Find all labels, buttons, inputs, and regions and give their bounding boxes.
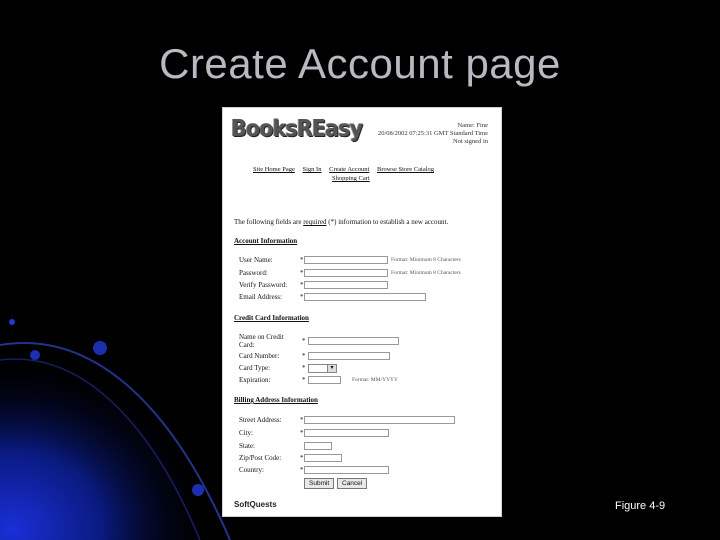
label-username: User Name: xyxy=(239,256,273,264)
label-cc-type: Card Type: xyxy=(239,364,271,372)
password-input[interactable] xyxy=(304,269,388,277)
label-cc-number: Card Number: xyxy=(239,352,280,360)
nav-sign-in[interactable]: Sign In xyxy=(302,166,322,173)
email-input[interactable] xyxy=(304,293,426,301)
cc-number-input[interactable] xyxy=(308,352,390,360)
section-billing: Billing Address Information xyxy=(234,396,318,404)
section-credit: Credit Card Information xyxy=(234,314,309,322)
form-intro: The following fields are required (*) information to establish a new account. xyxy=(234,218,449,226)
nav-bar xyxy=(253,165,483,183)
label-password: Password: xyxy=(239,269,268,277)
footer-logo: SoftQuests xyxy=(234,500,277,509)
label-street: Street Address: xyxy=(239,416,282,424)
label-cc-expiration: Expiration: xyxy=(239,376,271,384)
screenshot-create-account: BooksREasy Name: Fine 20/08/2002 07:25:31 GMT Standard Time Not signed in Site Home Page Sign In Create Account Browse Store Catalog Shopping Cart The following fields are required (*) information to establish a new account. Account Information User Name: * Format: Minimum 8 Characters Password: * Format: Minimum 8 Characters Verify Password: * Email Address: * Credit Card Information Name on Credit Card: * Card Number: * Card Type: * ▾ Expiration: * Format: MM/YYYY Billing Address Information Street Address: * City: * State: Zip/Post Code: * Country: * Submit Cancel SoftQuests xyxy=(222,107,502,517)
site-logo: BooksREasy xyxy=(231,116,363,142)
label-city: City: xyxy=(239,429,254,437)
city-input[interactable] xyxy=(304,429,389,437)
zip-input[interactable] xyxy=(304,454,342,462)
header-time: 20/08/2002 07:25:31 GMT Standard Time xyxy=(377,130,488,137)
country-input[interactable] xyxy=(304,466,389,474)
label-cc-name: Name on Credit Card: xyxy=(239,333,284,349)
section-account: Account Information xyxy=(234,237,298,245)
username-input[interactable] xyxy=(304,256,388,264)
nav-home[interactable]: Site Home Page xyxy=(253,166,295,173)
chevron-down-icon: ▾ xyxy=(327,365,336,372)
header-info xyxy=(348,122,488,146)
header-status: Not signed in xyxy=(452,138,488,145)
cc-type-select[interactable] xyxy=(308,364,337,373)
decor-dot xyxy=(30,350,40,360)
label-zip: Zip/Post Code: xyxy=(239,454,282,462)
nav-cart[interactable]: Shopping Cart xyxy=(332,175,370,182)
street-input[interactable] xyxy=(304,416,455,424)
nav-create-account[interactable]: Create Account xyxy=(329,166,370,173)
nav-browse[interactable]: Browse Store Catalog xyxy=(376,166,435,173)
label-verify: Verify Password: xyxy=(239,281,288,289)
decor-dot xyxy=(192,484,204,496)
label-country: Country: xyxy=(239,466,264,474)
decor-dot xyxy=(9,319,15,325)
label-email: Email Address: xyxy=(239,293,282,301)
header-user: Name: Fine xyxy=(457,122,488,129)
label-state: State: xyxy=(239,442,255,450)
submit-button[interactable]: Submit xyxy=(304,478,334,489)
decor-dot xyxy=(93,341,107,355)
state-input[interactable] xyxy=(304,442,332,450)
cc-expiration-input[interactable] xyxy=(308,376,341,384)
slide-title: Create Account page xyxy=(159,40,561,87)
cc-name-input[interactable] xyxy=(308,337,399,345)
verify-password-input[interactable] xyxy=(304,281,388,289)
figure-caption: Figure 4-9 xyxy=(615,500,666,512)
cancel-button[interactable]: Cancel xyxy=(337,478,367,489)
